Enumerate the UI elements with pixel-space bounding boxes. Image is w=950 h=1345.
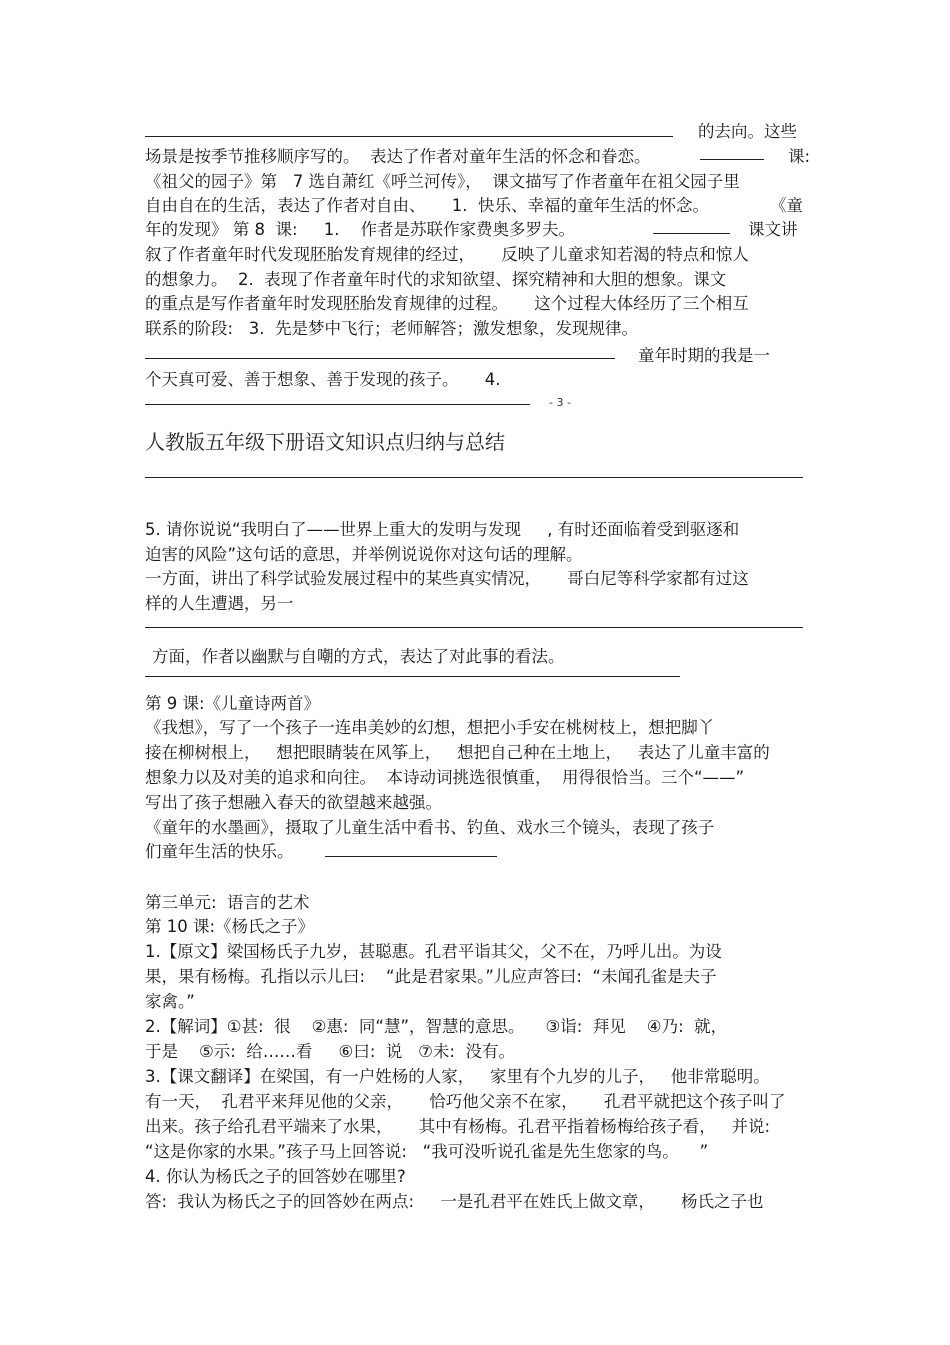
text-line: 联系的阶段: 3. 先是梦中飞行；老师解答；激发想象，发现规律。 bbox=[145, 319, 639, 338]
lesson-9-heading: 第 9 课:《儿童诗两首》 bbox=[145, 694, 321, 713]
text-line: 叙了作者童年时代发现胚胎发育规律的经过， 反映了儿童求知若渴的特点和惊人 bbox=[145, 245, 749, 264]
text-line: 写出了孩子想融入春天的欲望越来越强。 bbox=[145, 793, 442, 812]
text-line: 迫害的风险”这句话的意思，并举例说说你对这句话的理解。 bbox=[145, 545, 583, 564]
text-line: 出来。孩子给孔君平端来了水果， 其中有杨梅。孔君平指着杨梅给孩子看， 并说: bbox=[145, 1117, 771, 1136]
text-line: 于是 ⑤示: 给……看 ⑥曰: 说 ⑦未: 没有。 bbox=[145, 1042, 515, 1061]
lesson-10-heading: 第 10 课:《杨氏之子》 bbox=[145, 917, 315, 936]
text-line: “这是你家的水果。”孩子马上回答说: “我可没听说孔雀是先生您家的鸟。 ” bbox=[145, 1142, 709, 1161]
text-line: 年的发现》 第 8 课: 1. 作者是苏联作家费奥多罗夫。 bbox=[145, 220, 575, 239]
text-line: 课: bbox=[788, 147, 811, 166]
text-line: 接在柳树根上， 想把眼睛装在风筝上， 想把自己种在土地上， 表达了儿童丰富的 bbox=[145, 743, 770, 762]
text-line: 有一天， 孔君平来拜见他的父亲， 恰巧他父亲不在家， 孔君平就把这个孩子叫了 bbox=[145, 1092, 786, 1111]
text-line: 方面，作者以幽默与自嘲的方式，表达了对此事的看法。 bbox=[152, 647, 565, 666]
answer-blank-line bbox=[145, 627, 803, 628]
text-line: 们童年生活的快乐。 bbox=[145, 842, 294, 861]
document-title: 人教版五年级下册语文知识点归纳与总结 bbox=[145, 430, 505, 454]
page-number: - 3 - bbox=[549, 396, 571, 409]
answer-blank-line bbox=[325, 856, 497, 857]
text-line: 3.【课文翻译】在梁国，有一户姓杨的人家， 家里有个九岁的儿子， 他非常聪明。 bbox=[145, 1067, 770, 1086]
text-line: 4. 你认为杨氏之子的回答妙在哪里? bbox=[145, 1167, 406, 1186]
text-line: 课文讲 bbox=[748, 220, 798, 239]
text-line: 一方面，讲出了科学试验发展过程中的某些真实情况， 哥白尼等科学家都有过这 bbox=[145, 569, 749, 588]
answer-blank-line bbox=[145, 676, 680, 677]
text-line: 家禽。” bbox=[145, 992, 195, 1011]
text-line: 《童年的水墨画》，摄取了儿童生活中看书、钓鱼、戏水三个镜头，表现了孩子 bbox=[145, 818, 715, 837]
answer-blank-line bbox=[145, 358, 615, 359]
text-line: 自由自在的生活，表达了作者对自由、 1. 快乐、幸福的童年生活的怀念。 bbox=[145, 196, 709, 215]
text-line: 《童 bbox=[770, 196, 803, 215]
text-line: 的重点是写作者童年时发现胚胎发育规律的过程。 这个过程大体经历了三个相互 bbox=[145, 294, 749, 313]
text-line: 想象力以及对美的追求和向往。 本诗动词挑选很慎重， 用得很恰当。三个“——” bbox=[145, 768, 745, 787]
header-divider bbox=[145, 477, 803, 478]
answer-blank-line bbox=[700, 159, 764, 160]
answer-blank-line bbox=[145, 404, 530, 405]
text-line: 《祖父的园子》第 7 选自萧红《呼兰河传》， 课文描写了作者童年在祖父园子里 bbox=[145, 172, 740, 191]
text-line: 的想象力。 2. 表现了作者童年时代的求知欲望、探究精神和大胆的想象。课文 bbox=[145, 270, 727, 289]
text-line: 童年时期的我是一 bbox=[638, 346, 770, 365]
unit-3-heading: 第三单元: 语言的艺术 bbox=[145, 893, 310, 912]
answer-blank-line bbox=[653, 233, 730, 234]
question-5: 5. 请你说说“我明白了——世界上重大的发明与发现 , 有时还面临着受到驱逐和 bbox=[145, 520, 740, 539]
text-line: 场景是按季节推移顺序写的。 表达了作者对童年生活的怀念和眷恋。 bbox=[145, 147, 651, 166]
answer-blank-line bbox=[145, 136, 673, 137]
text-line: 个天真可爱、善于想象、善于发现的孩子。 4. bbox=[145, 370, 501, 389]
text-line: 答: 我认为杨氏之子的回答妙在两点: 一是孔君平在姓氏上做文章， 杨氏之子也 bbox=[145, 1192, 764, 1211]
text-line: 样的人生遭遇，另一 bbox=[145, 594, 294, 613]
text-line: 2.【解词】①甚: 很 ②惠: 同“慧”，智慧的意思。 ③诣: 拜见 ④乃: 就， bbox=[145, 1017, 728, 1036]
text-line: 的去向。这些 bbox=[698, 122, 797, 141]
text-line: 《我想》，写了一个孩子一连串美妙的幻想，想把小手安在桃树枝上，想把脚丫 bbox=[145, 718, 715, 737]
text-line: 1.【原文】梁国杨氏子九岁，甚聪惠。孔君平诣其父，父不在，乃呼儿出。为设 bbox=[145, 942, 722, 961]
text-line: 果，果有杨梅。孔指以示儿曰: “此是君家果。”儿应声答曰: “未闻孔雀是夫子 bbox=[145, 967, 717, 986]
